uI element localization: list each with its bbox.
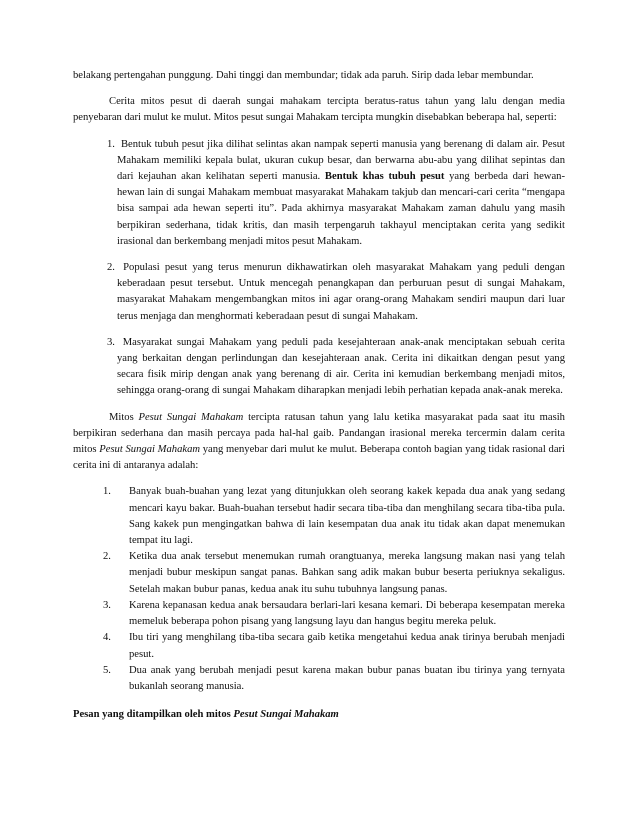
list-item (97, 335, 565, 400)
list-text: Populasi pesut yang terus menurun dikhawatirkan oleh masyarakat Mahakam yang peduli dengan keberadaan pesut tersebut. Untuk mencegah penangkapan dan perburuan pesut di sungai Mahakam, masyarakat Mahakam mengembangkan mitos ini agar orang-orang Mahakam sendiri maupun dari luar terus menjaga dan menghormati keberadaan pesut di sungai Mahakam. (117, 262, 565, 322)
intro-paragraph: Cerita mitos pesut di daerah sungai mahakam tercipta beratus-ratus tahun yang lalu dengan media penyebaran dari mulut ke mulut. Mitos pesut sungai Mahakam tercipta mungkin disebabkan beberapa hal, seperti: (73, 96, 565, 124)
list-item (97, 137, 565, 250)
list-item (97, 260, 565, 325)
reasons-list (73, 137, 565, 400)
heading-italic-title: Pesut Sungai Mahakam (233, 709, 339, 721)
examples-list (73, 484, 565, 695)
list-item (103, 484, 565, 549)
bold-phrase: Bentuk khas tubuh pesut (324, 171, 445, 183)
list-number: 1. (107, 138, 115, 150)
section-heading (73, 707, 565, 723)
list-number: 4. (103, 632, 111, 644)
list-text: yang berbeda dari hewan-hewan lain di sungai Mahakam membuat masyarakat Mahakam takjub dan mencari-cari cerita “mengapa bisa sampai ada hewan seperti itu”. Pada akhirnya masyarakat Mahakam zaman dahulu yang masih berpikiran sederhana, tidak kritis, dan masih terpengaruh takhayul menciptakan cerita yang sedikit irasional dan berkembang menjadi mitos pesut Mahakam. (117, 171, 565, 247)
list-text: Ibu tiri yang menghilang tiba-tiba secara gaib ketika mengetahui kedua anak tirinya berubah menjadi pesut. (129, 632, 565, 660)
list-number: 1. (103, 486, 111, 498)
text-run: Mitos (109, 411, 134, 423)
list-item (103, 663, 565, 695)
list-text: Banyak buah-buahan yang lezat yang ditunjukkan oleh seorang kakek kepada dua anak yang sedang mencari kayu bakar. Buah-buahan tersebut hadir secara tiba-tiba dan menghilang secara tiba-tiba pula. Sang kakek pun mengingatkan bahwa di lain kesempatan dua anak itu tidak akan dapat menemukan tempat itu lagi. (129, 486, 565, 547)
text-run: tercipta ratusan tahun yang lalu ketika masyarakat pada saat itu masih berpikiran sederhana dan masih percaya pada hal-hal gaib. Pandangan irasional mereka tercermin dalam cerita mitos (73, 411, 565, 456)
list-number: 3. (107, 336, 115, 348)
list-number: 3. (103, 599, 111, 611)
continuation-paragraph: belakang pertengahan punggung. Dahi tinggi dan membundar; tidak ada paruh. Sirip dada lebar membundar. (73, 70, 534, 81)
italic-title: Pesut Sungai Mahakam (138, 411, 244, 423)
list-text: Masyarakat sungai Mahakam yang peduli pada kesejahteraan anak-anak menciptakan sebuah cerita yang berkaitan dengan perlindungan dan kesejahteraan anak. Cerita ini dikaitkan dengan pesut yang secara fisik mirip dengan anak yang berenang di air. Cerita ini kemudian berkembang menjadi mitos, sehingga orang-orang di sungai Mahakam diharapkan menjadi lebih perhatian kepada anak-anak mereka. (117, 336, 565, 397)
list-number: 5. (103, 664, 111, 676)
document-page (73, 68, 565, 723)
list-item (103, 598, 565, 630)
text-run: yang menyebar dari mulut ke mulut. Beberapa contoh bagian yang tidak rasional dari cerita ini di antaranya adalah: (73, 444, 565, 472)
list-item (103, 549, 565, 598)
list-text: Bentuk tubuh pesut jika dilihat selintas akan nampak seperti manusia yang berenang di dalam air. Pesut Mahakam memiliki kepala bulat, ukuran cukup besar, dan berwarna abu-abu yang dilihat sepintas dan dari kejauhan akan kelihatan seperti manusia. (117, 138, 565, 183)
heading-text: Pesan yang ditampilkan oleh mitos (73, 709, 231, 721)
list-text: Karena kepanasan kedua anak bersaudara berlari-lari kesana kemari. Di beberapa kesempatan mereka memeluk beberapa pohon pisang yang langsung layu dan hangus begitu mereka peluk. (129, 599, 565, 628)
list-item (103, 630, 565, 662)
italic-title: Pesut Sungai Mahakam (99, 444, 201, 456)
list-number: 2. (103, 551, 111, 563)
list-number: 2. (107, 262, 115, 274)
list-text: Dua anak yang berubah menjadi pesut karena makan bubur panas buatan ibu tirinya yang ternyata bukanlah seorang manusia. (129, 664, 565, 692)
myth-paragraph (73, 410, 565, 475)
list-text: Ketika dua anak tersebut menemukan rumah orangtuanya, mereka langsung makan nasi yang telah menjadi bubur meskipun sangat panas. Bahkan sang adik makan bubur beserta periuknya sekaligus. Setelah makan bubur panas, kedua anak itu suhu tubuhnya langsung panas. (129, 551, 565, 595)
